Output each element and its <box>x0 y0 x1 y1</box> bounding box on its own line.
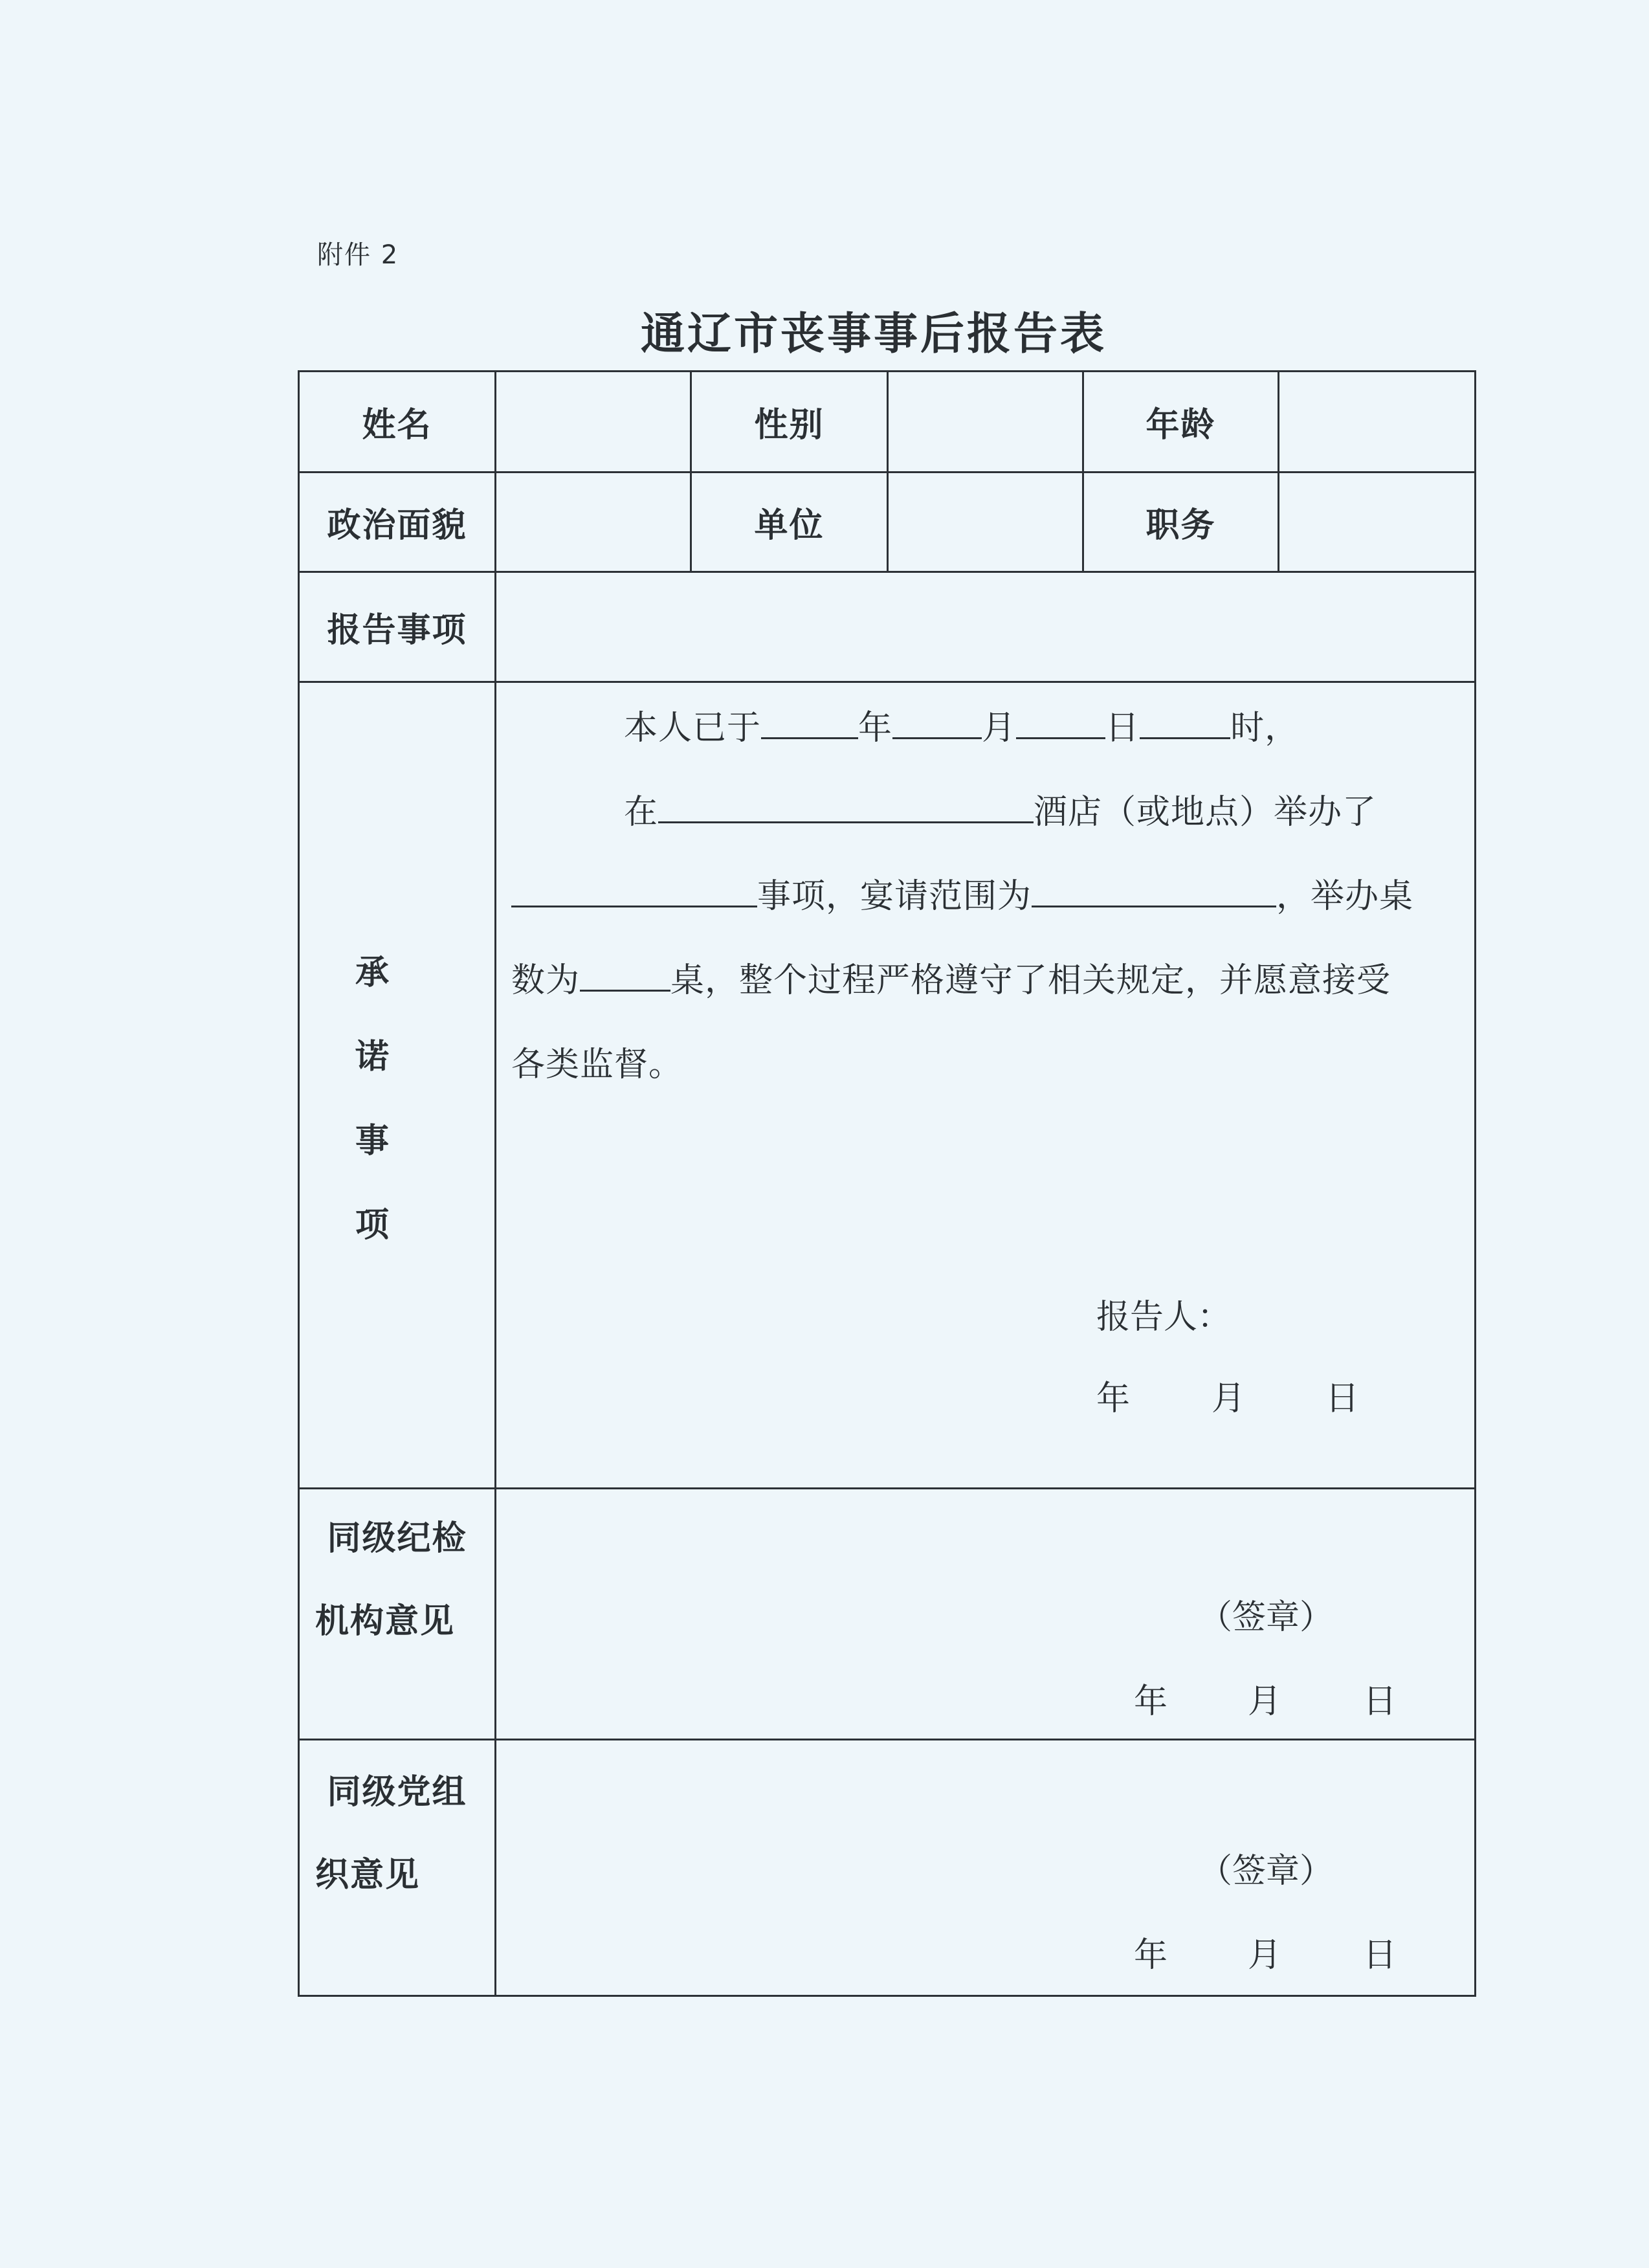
discipline-opinion-label-2: 机构意见 <box>315 1601 456 1641</box>
reporter-date-year: 年 <box>1096 1379 1131 1418</box>
reporter-label: 报告人： <box>1096 1298 1232 1337</box>
gender-value-cell[interactable] <box>889 372 1082 471</box>
table-border-bottom <box>299 1995 1476 1997</box>
party-opinion-label-1: 同级党组 <box>327 1772 467 1812</box>
venue-blank[interactable] <box>658 793 1034 823</box>
table-border-right <box>1474 370 1476 1997</box>
discipline-date-year: 年 <box>1134 1682 1168 1721</box>
work-unit-value-cell[interactable] <box>889 473 1082 571</box>
commitment-line-1: 本人已于 年 月 日 时， <box>624 709 1300 748</box>
name-label: 姓名 <box>362 406 432 445</box>
report-item-value-cell[interactable] <box>496 573 1474 681</box>
name-value-cell[interactable] <box>496 372 690 471</box>
row-divider-5 <box>299 1739 1476 1740</box>
political-status-label: 政治面貌 <box>327 506 467 545</box>
position-value-cell[interactable] <box>1279 473 1474 571</box>
discipline-opinion-label-1: 同级纪检 <box>327 1518 467 1558</box>
hour-blank[interactable] <box>1140 709 1230 739</box>
position-label: 职务 <box>1145 506 1216 545</box>
year-blank[interactable] <box>761 709 858 739</box>
commitment-label-char: 事 <box>355 1122 389 1161</box>
party-opinion-label-2: 织意见 <box>315 1855 421 1895</box>
commitment-line-5: 各类监督。 <box>511 1045 683 1084</box>
day-blank[interactable] <box>1016 709 1105 739</box>
party-date-day: 日 <box>1363 1936 1397 1975</box>
age-value-cell[interactable] <box>1279 372 1474 471</box>
party-seal-label: （签章） <box>1199 1852 1334 1891</box>
commitment-label <box>349 945 395 1282</box>
report-item-label: 报告事项 <box>327 611 467 650</box>
commitment-line-2: 在 酒店（或地点）举办了 <box>624 793 1377 832</box>
attachment-label: 附件 2 <box>317 240 399 270</box>
political-status-value-cell[interactable] <box>496 473 690 571</box>
table-count-blank[interactable] <box>580 961 670 992</box>
commitment-label-char: 诺 <box>355 1038 389 1076</box>
discipline-date-month: 月 <box>1248 1682 1282 1721</box>
reporter-date-month: 月 <box>1212 1379 1246 1418</box>
age-label: 年龄 <box>1145 406 1216 445</box>
discipline-seal-label: （签章） <box>1199 1598 1334 1637</box>
row-divider-4 <box>299 1487 1476 1489</box>
commitment-line-3: 事项，宴请范围为 ，举办桌 <box>511 869 1413 917</box>
gender-label: 性别 <box>754 406 825 445</box>
party-date-month: 月 <box>1248 1936 1282 1975</box>
commitment-label-char: 项 <box>355 1206 389 1245</box>
commitment-label-char: 承 <box>355 953 389 992</box>
commitment-line-4: 数为 桌，整个过程严格遵守了相关规定，并愿意接受 <box>511 961 1391 1000</box>
event-blank[interactable] <box>511 877 757 907</box>
reporter-date-day: 日 <box>1325 1379 1360 1418</box>
work-unit-label: 单位 <box>754 506 825 545</box>
page-title: 通辽市丧事事后报告表 <box>640 309 1107 360</box>
party-date-year: 年 <box>1134 1936 1168 1975</box>
guest-scope-blank[interactable] <box>1032 877 1276 907</box>
row-divider-3 <box>299 681 1476 683</box>
month-blank[interactable] <box>892 709 982 739</box>
discipline-date-day: 日 <box>1363 1682 1397 1721</box>
